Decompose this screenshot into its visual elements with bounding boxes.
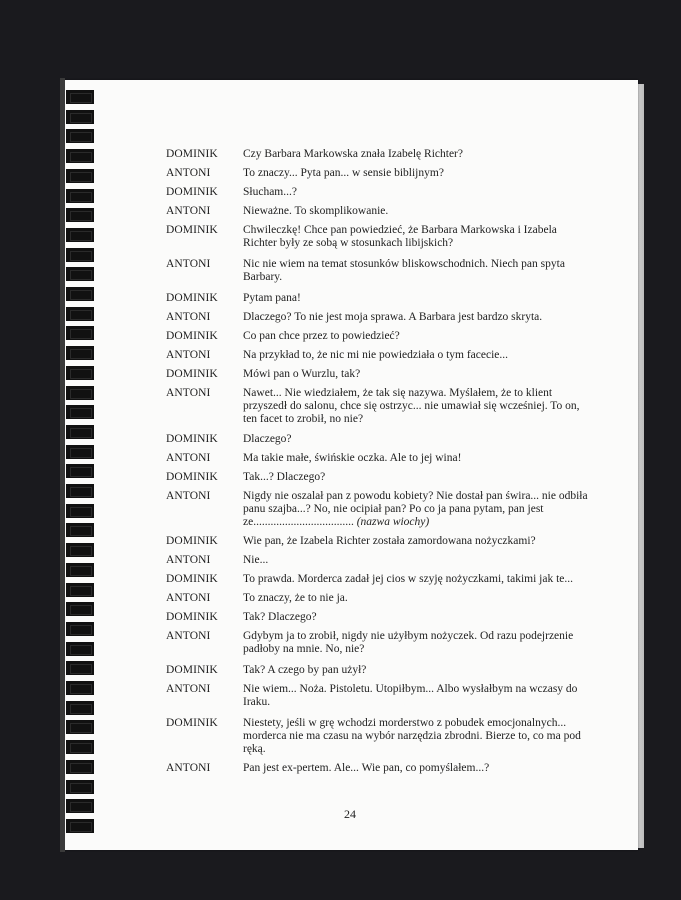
dialogue-script bbox=[62, 80, 638, 850]
dialogue-text: Mówi pan o Wurzlu, tak? bbox=[243, 368, 361, 380]
dialogue-line bbox=[243, 630, 588, 656]
dialogue-line bbox=[243, 311, 588, 324]
binding-hole bbox=[66, 208, 94, 222]
dialogue-text: Nieważne. To skomplikowanie. bbox=[243, 205, 389, 217]
dialogue-text: Słucham...? bbox=[243, 186, 297, 198]
binding-hole bbox=[66, 563, 94, 577]
dialogue-text: Ma takie małe, świńskie oczka. Ale to jej wina! bbox=[243, 452, 462, 464]
speaker-name: ANTONI bbox=[166, 683, 211, 695]
dialogue-text: Wie pan, że Izabela Richter została zamordowana nożyczkami? bbox=[243, 535, 536, 547]
page-number: 24 bbox=[344, 807, 356, 821]
speaker-name: DOMINIK bbox=[166, 148, 218, 160]
binding-hole bbox=[66, 523, 94, 537]
speaker-name: ANTONI bbox=[166, 167, 211, 179]
dialogue-line bbox=[243, 205, 588, 218]
binding-hole bbox=[66, 819, 94, 833]
binding-hole bbox=[66, 602, 94, 616]
dialogue-text: Nawet... Nie wiedziałem, że tak się nazywa. Myślałem, że to klient przyszedł do salonu, chce się ostrzyc... nie umawiał się wcześniej. To on, ten facet to zrobił, no nie? bbox=[243, 387, 580, 425]
stage-note: (nazwa wiochy) bbox=[356, 516, 430, 528]
dialogue-text: Nic nie wiem na temat stosunków bliskowschodnich. Niech pan spyta Barbary. bbox=[243, 258, 565, 283]
binding-hole bbox=[66, 386, 94, 400]
binding-hole bbox=[66, 307, 94, 321]
dialogue-line bbox=[243, 148, 588, 161]
speaker-name: ANTONI bbox=[166, 258, 211, 270]
dialogue-line bbox=[243, 387, 588, 426]
binding-hole bbox=[66, 287, 94, 301]
binding-hole bbox=[66, 464, 94, 478]
binding-hole bbox=[66, 366, 94, 380]
dialogue-text: Chwileczkę! Chce pan powiedzieć, że Barbara Markowska i Izabela Richter były ze sobą w stosunkach libijskich? bbox=[243, 224, 557, 249]
dialogue-line bbox=[243, 224, 588, 250]
dialogue-line bbox=[243, 186, 588, 199]
dialogue-text: Pytam pana! bbox=[243, 292, 301, 304]
binding-hole bbox=[66, 189, 94, 203]
dialogue-text: Na przykład to, że nic mi nie powiedziała o tym facecie... bbox=[243, 349, 509, 361]
binding-hole bbox=[66, 169, 94, 183]
binding-hole bbox=[66, 504, 94, 518]
dialogue-text: Gdybym ja to zrobił, nigdy nie użyłbym nożyczek. Od razu podejrzenie padłoby na mnie. No, nie? bbox=[243, 630, 574, 655]
binding-hole bbox=[66, 661, 94, 675]
dialogue-text: Nigdy nie oszalał pan z powodu kobiety? Nie dostał pan świra... nie odbiła panu szajba...? No, nie ocipiał pan? Po co ja pana pytam, pan jest ze................................... bbox=[243, 490, 588, 528]
binding-hole bbox=[66, 799, 94, 813]
binding-hole bbox=[66, 90, 94, 104]
dialogue-line bbox=[243, 258, 588, 284]
binding-hole bbox=[66, 760, 94, 774]
dialogue-text: Co pan chce przez to powiedzieć? bbox=[243, 330, 400, 342]
speaker-name: ANTONI bbox=[166, 387, 211, 399]
speaker-name: ANTONI bbox=[166, 554, 211, 566]
speaker-name: DOMINIK bbox=[166, 535, 218, 547]
dialogue-line bbox=[243, 554, 588, 567]
binding-hole bbox=[66, 110, 94, 124]
speaker-name: DOMINIK bbox=[166, 292, 218, 304]
dialogue-line bbox=[243, 592, 588, 605]
speaker-name: ANTONI bbox=[166, 311, 211, 323]
binding-hole bbox=[66, 326, 94, 340]
speaker-name: ANTONI bbox=[166, 592, 211, 604]
binding-hole bbox=[66, 425, 94, 439]
dialogue-text: Tak? Dlaczego? bbox=[243, 611, 317, 623]
binding-hole bbox=[66, 681, 94, 695]
speaker-name: DOMINIK bbox=[166, 368, 218, 380]
dialogue-text: Tak? A czego by pan użył? bbox=[243, 664, 367, 676]
speaker-name: DOMINIK bbox=[166, 186, 218, 198]
dialogue-text: To znaczy, że to nie ja. bbox=[243, 592, 348, 604]
dialogue-text: Tak...? Dlaczego? bbox=[243, 471, 326, 483]
dialogue-line bbox=[243, 717, 588, 756]
dialogue-text: Nie wiem... Noża. Pistoletu. Utopiłbym... Albo wysłałbym na wczasy do Iraku. bbox=[243, 683, 578, 708]
dialogue-line bbox=[243, 573, 588, 586]
binding-hole bbox=[66, 583, 94, 597]
dialogue-line bbox=[243, 535, 588, 548]
speaker-name: ANTONI bbox=[166, 205, 211, 217]
binding-hole bbox=[66, 346, 94, 360]
binding-hole bbox=[66, 248, 94, 262]
binding-hole bbox=[66, 543, 94, 557]
dialogue-line bbox=[243, 292, 588, 305]
binding-hole bbox=[66, 642, 94, 656]
dialogue-text: Niestety, jeśli w grę wchodzi morderstwo z pobudek emocjonalnych... morderca nie ma czasu na wybór narzędzia zbrodni. Bierze to, co ma pod ręką. bbox=[243, 717, 581, 755]
binding-hole bbox=[66, 740, 94, 754]
dialogue-line bbox=[243, 349, 588, 362]
script-page bbox=[62, 80, 638, 850]
dialogue-line bbox=[243, 167, 588, 180]
binding-hole bbox=[66, 445, 94, 459]
dialogue-line bbox=[243, 368, 588, 381]
dialogue-line bbox=[243, 762, 588, 775]
speaker-name: DOMINIK bbox=[166, 717, 218, 729]
dialogue-line bbox=[243, 664, 588, 677]
binding-hole bbox=[66, 622, 94, 636]
speaker-name: DOMINIK bbox=[166, 224, 218, 236]
binding-hole bbox=[66, 405, 94, 419]
speaker-name: ANTONI bbox=[166, 630, 211, 642]
dialogue-line bbox=[243, 330, 588, 343]
speaker-name: ANTONI bbox=[166, 349, 211, 361]
binding-hole bbox=[66, 484, 94, 498]
binding-hole bbox=[66, 228, 94, 242]
dialogue-text: Dlaczego? bbox=[243, 433, 292, 445]
speaker-name: DOMINIK bbox=[166, 664, 218, 676]
dialogue-text: Nie... bbox=[243, 554, 269, 566]
binding-hole bbox=[66, 701, 94, 715]
speaker-name: DOMINIK bbox=[166, 330, 218, 342]
binding-hole bbox=[66, 149, 94, 163]
dialogue-text: To prawda. Morderca zadał jej cios w szyję nożyczkami, takimi jak te... bbox=[243, 573, 574, 585]
dialogue-text: Pan jest ex-pertem. Ale... Wie pan, co pomyślałem...? bbox=[243, 762, 490, 774]
speaker-name: ANTONI bbox=[166, 452, 211, 464]
dialogue-line bbox=[243, 433, 588, 446]
speaker-name: ANTONI bbox=[166, 762, 211, 774]
binding-hole bbox=[66, 780, 94, 794]
speaker-name: DOMINIK bbox=[166, 611, 218, 623]
dialogue-line bbox=[243, 490, 588, 529]
dialogue-line bbox=[243, 452, 588, 465]
binding-hole bbox=[66, 129, 94, 143]
speaker-name: ANTONI bbox=[166, 490, 211, 502]
dialogue-text: To znaczy... Pyta pan... w sensie biblijnym? bbox=[243, 167, 444, 179]
binding-hole bbox=[66, 267, 94, 281]
dialogue-text: Czy Barbara Markowska znała Izabelę Richter? bbox=[243, 148, 463, 160]
dialogue-line bbox=[243, 471, 588, 484]
binding-spine bbox=[60, 78, 65, 852]
binding-hole bbox=[66, 720, 94, 734]
dialogue-line bbox=[243, 611, 588, 624]
speaker-name: DOMINIK bbox=[166, 433, 218, 445]
dialogue-line bbox=[243, 683, 588, 709]
speaker-name: DOMINIK bbox=[166, 471, 218, 483]
dialogue-text: Dlaczego? To nie jest moja sprawa. A Barbara jest bardzo skryta. bbox=[243, 311, 543, 323]
speaker-name: DOMINIK bbox=[166, 573, 218, 585]
